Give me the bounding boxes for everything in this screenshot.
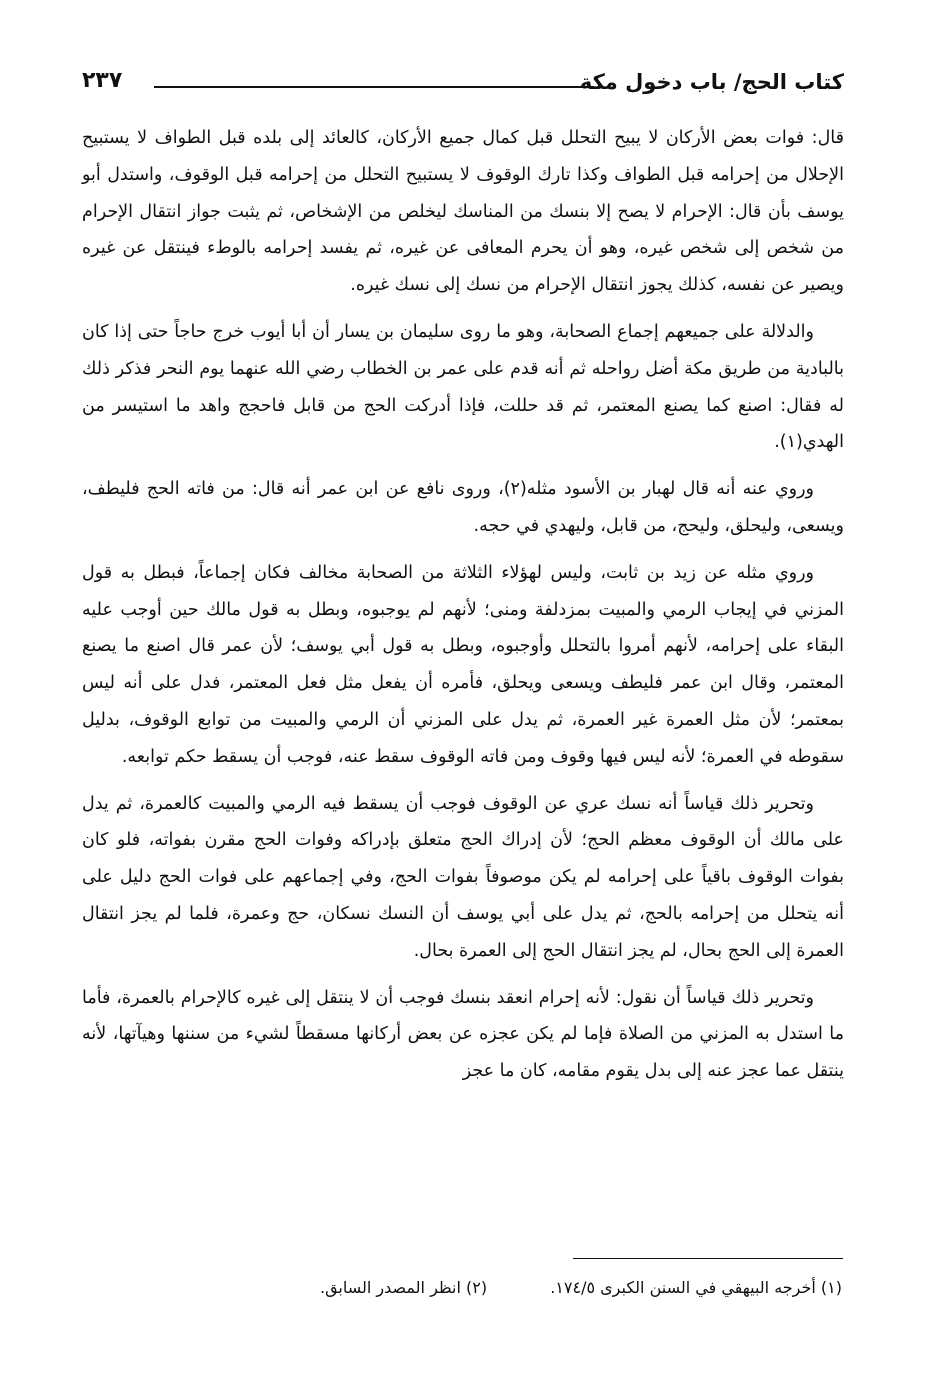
footnote-divider — [573, 1258, 843, 1259]
paragraph: والدلالة على جميعهم إجماع الصحابة، وهو ما روى سليمان بن يسار أن أبا أيوب خرج حاجاً حتى إذا كان بالبادية من طريق مكة أضل رواحله ثم أنه قدم على عمر بن الخطاب رضي الله عنهما يوم النحر فذكر ذلك له فقال: اصنع كما يصنع المعتمر، ثم قد حللت، فإذا أدركت الحج من قابل فاحجج واهد ما استيسر من الهدي(١). — [82, 321, 844, 453]
main-text — [82, 120, 844, 1100]
paragraph: وتحرير ذلك قياساً أن نقول: لأنه إحرام انعقد بنسك فوجب أن لا ينتقل إلى غيره كالإحرام بالعمرة، فأما ما استدل به المزني من الصلاة فإما لم يكن عجزه عن بعض أركانها مسقطاً لشيء من سننها وهيآتها، لأنه ينتقل عما عجز عنه إلى بدل يقوم مقامه، كان ما عجز — [82, 987, 844, 1082]
footnote-2: (٢) انظر المصدر السابق. — [319, 1278, 488, 1297]
chapter-title: كتاب الحج/ باب دخول مكة — [579, 70, 844, 94]
paragraph: وروي مثله عن زيد بن ثابت، وليس لهؤلاء الثلاثة من الصحابة مخالف فكان إجماعاً، فبطل به قول المزني في إيجاب الرمي والمبيت بمزدلفة ومنى؛ لأنهم لم يوجبوه، وبطل به قول مالك حين أوجب عليه البقاء على إحرامه، لأنهم أمروا بالتحلل وأوجبوه، وبطل به قول أبي يوسف؛ لأن عمر قال اصنع ما يصنع المعتمر، وقال ابن عمر فليطف ويسعى ويحلق، فأمره أن يفعل مثل فعل المعتمر، فدل على أنه ليس بمعتمر؛ لأن مثل العمرة غير العمرة، ثم يدل على المزني أن الرمي والمبيت من توابع الوقوف، بدليل سقوطه في العمرة؛ لأنه ليس فيها وقوف ومن فاته الوقوف سقط عنه، فوجب أن يسقط حكم توابعه. — [82, 562, 844, 767]
paragraph: وروي عنه أنه قال لهبار بن الأسود مثله(٢)، وروى نافع عن ابن عمر أنه قال: من فاته الحج فليطف، ويسعى، وليحلق، وليحج، من قابل، وليهدي في حجه. — [82, 479, 844, 536]
footnote-1: (١) أخرجه البيهقي في السنن الكبرى ١٧٤/٥. — [550, 1278, 842, 1297]
header-divider — [154, 86, 594, 88]
paragraph: قال: فوات بعض الأركان لا يبيح التحلل قبل كمال جميع الأركان، كالعائد إلى بلده قبل الطواف لا يستبيح الإحلال من إحرامه قبل الطواف وكذا تارك الوقوف لا يستبيح التحلل من إحرامه قبل الوقوف، واستدل أبو يوسف بأن قال: الإحرام لا يصح إلا بنسك من المناسك ليخلص من الإشخاص، ثم يثبت جواز انتقال الإحرام من شخص إلى شخص غيره، وهو أن يحرم المعافى عن غيره، ثم يفسد إحرامه بالوطء فينتقل عن غيره ويصير عن نفسه، كذلك يجوز انتقال الإحرام من نسك إلى نسك غيره. — [82, 128, 844, 296]
page-number: ٢٣٧ — [82, 68, 123, 93]
footnotes — [82, 1276, 842, 1300]
paragraph: وتحرير ذلك قياساً أنه نسك عري عن الوقوف فوجب أن يسقط فيه الرمي والمبيت كالعمرة، ثم يدل على مالك أن الوقوف معظم الحج؛ لأن إدراك الحج متعلق بإدراكه وفوات الحج مقرن بفواته، فلو كان بفوات الوقوف باقياً على إحرامه لم يكن موصوفاً بفوات الحج، وفي إجماعهم على فوات الحج دليل على أنه يتحلل من إحرامه بالحج، ثم يدل على أبي يوسف أن النسك نسكان، حج وعمرة، فلما لم يجز انتقال العمرة إلى الحج بحال، لم يجز انتقال الحج إلى العمرة بحال. — [82, 793, 844, 961]
running-header — [82, 64, 844, 108]
